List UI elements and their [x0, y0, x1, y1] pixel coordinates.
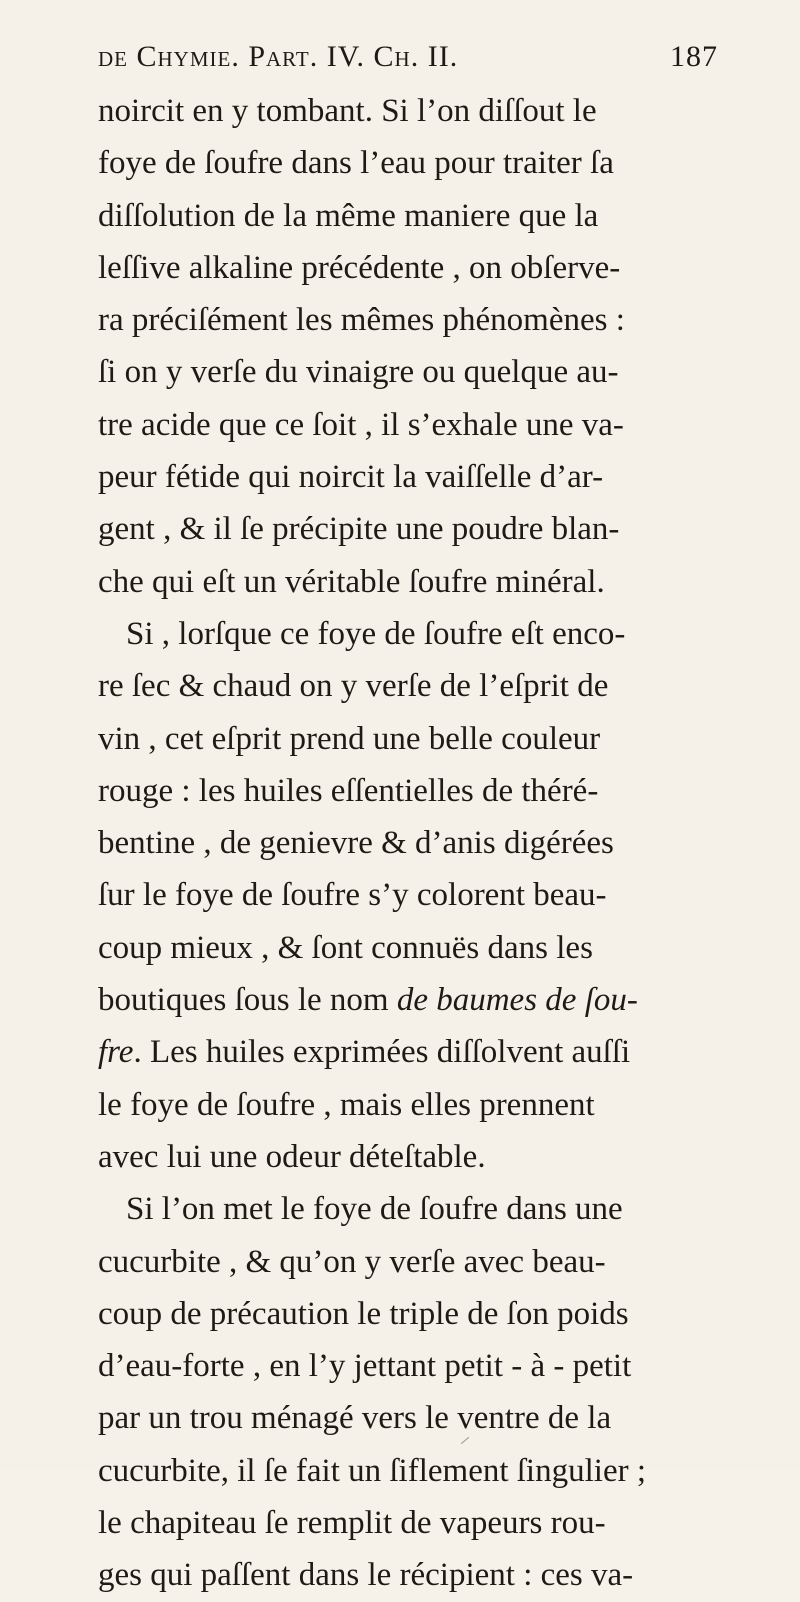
text-segment: . Les huiles exprimées diſſolvent auſſi: [133, 1034, 631, 1071]
text-line: noircit en y tombant. Si l’on diſſout le: [98, 93, 597, 129]
text-line: [98, 1026, 738, 1078]
text-line: d’eau-forte , en l’y jettant petit - à - petit: [98, 1348, 632, 1385]
text-segment: boutiques ſous le nom: [98, 982, 389, 1019]
text-line: le foye de ſoufre , mais elles prennent: [98, 1086, 595, 1123]
text-line: rouge : les huiles eſſentielles de théré-: [98, 772, 599, 809]
paragraph-start-line: Si l’on met le foye de ſoufre dans une: [126, 1191, 623, 1228]
text-line: coup de précaution le triple de ſon poids: [98, 1295, 629, 1332]
text-line: ſur le foye de ſoufre s’y colorent beau-: [98, 877, 607, 914]
paragraph-start-line: Si , lorſque ce foye de ſoufre eſt enco-: [126, 615, 626, 652]
text-line: foye de ſoufre dans l’eau pour traiter ſa: [98, 145, 614, 182]
text-segment: [98, 1034, 630, 1070]
text-line: peur fétide qui noircit la vaiſſelle d’ar-: [98, 459, 604, 496]
text-line: cucurbite, il ſe fait un ſiflement ſingulier ;: [98, 1452, 646, 1489]
text-line: ſi on y verſe du vinaigre ou quelque au-: [98, 354, 619, 391]
text-line: bentine , de genievre & d’anis digérées: [98, 825, 614, 862]
italic-term: de baumes de ſou-: [396, 982, 638, 1019]
body-text: [98, 85, 738, 1602]
text-line: par un trou ménagé vers le ventre de la: [98, 1400, 612, 1437]
text-line: tre acide que ce ſoit , il s’exhale une va-: [98, 406, 624, 443]
text-line: re ſec & chaud on y verſe de l’eſprit de: [98, 668, 609, 705]
running-head: [98, 40, 718, 84]
page-number: 187: [670, 40, 718, 73]
text-line: diſſolution de la même maniere que la: [98, 197, 599, 234]
text-line: leſſive alkaline précédente , on obſerve-: [98, 249, 621, 286]
text-line: gent , & il ſe précipite une poudre blan-: [98, 511, 620, 548]
running-title: de Chymie. Part. IV. Ch. II.: [98, 40, 459, 73]
text-line: coup mieux , & ſont connuës dans les: [98, 929, 593, 966]
text-line: ges qui paſſent dans le récipient : ces va-: [98, 1557, 634, 1594]
text-line: cucurbite , & qu’on y verſe avec beau-: [98, 1243, 606, 1280]
italic-term: fre: [98, 1034, 134, 1071]
text-line-with-italic: [98, 974, 738, 1026]
text-line: le chapiteau ſe remplit de vapeurs rou-: [98, 1505, 606, 1542]
text-line: vin , cet eſprit prend une belle couleur: [98, 720, 601, 757]
text-line: che qui eſt un véritable ſoufre minéral.: [98, 563, 605, 600]
text-line: avec lui une odeur déteſtable.: [98, 1138, 486, 1175]
text-line: ra préciſément les mêmes phénomènes :: [98, 302, 625, 339]
